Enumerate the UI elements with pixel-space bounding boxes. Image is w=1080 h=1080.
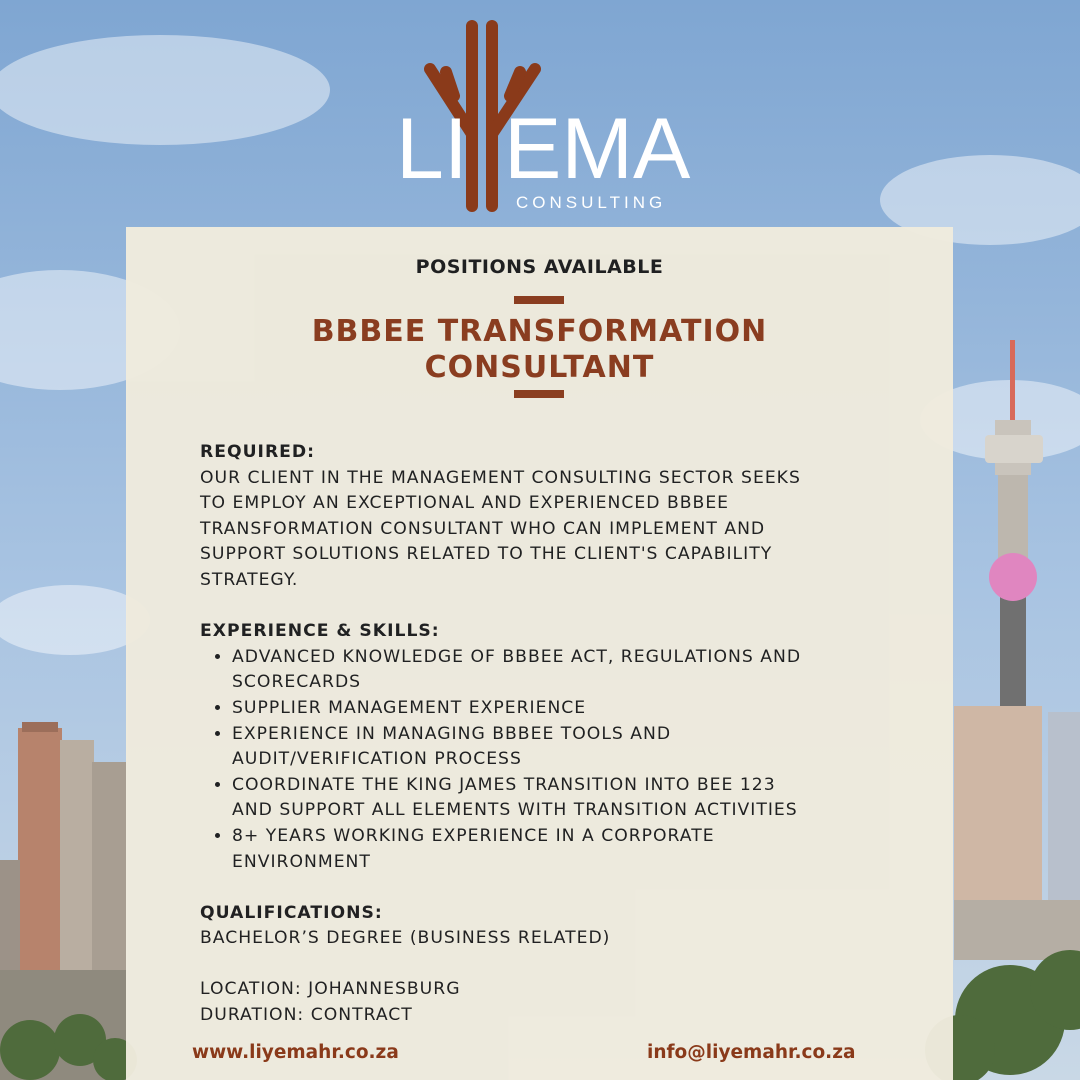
duration-text: DURATION: CONTRACT xyxy=(200,1005,413,1026)
required-heading: REQUIRED: xyxy=(200,442,316,462)
email-link[interactable]: info@liyemahr.co.za xyxy=(647,1042,856,1063)
list-item: • COORDINATE THE KING JAMES TRANSITION INTO BEE 123 AND SUPPORT ALL ELEMENTS WITH TRANSITION ACTIVITIES xyxy=(232,773,900,824)
job-title: BBBEE TRANSFORMATION CONSULTANT xyxy=(311,314,768,385)
qualifications-text: BACHELOR’S DEGREE (BUSINESS RELATED) xyxy=(200,928,611,949)
experience-heading: EXPERIENCE & SKILLS: xyxy=(200,621,440,642)
liyema-consulting-logo xyxy=(380,14,710,219)
required-text: OUR CLIENT IN THE MANAGEMENT CONSULTING SECTOR SEEKS TO EMPLOY AN EXCEPTIONAL AND EXPERIENCED BBBEE TRANSFORMATION CONSULTANT WHO CAN IMPLEMENT AND SUPPORT SOLUTIONS RELATED TO THE CLIENT'S CAPABILITY STRATEGY. xyxy=(200,467,801,590)
list-item: • EXPERIENCE IN MANAGING BBBEE TOOLS AND AUDIT/VERIFICATION PROCESS xyxy=(232,722,900,773)
svg-text:LI: LI xyxy=(396,101,468,197)
title-divider-top xyxy=(514,296,564,304)
list-item: • ADVANCED KNOWLEDGE OF BBBEE ACT, REGULATIONS AND SCORECARDS xyxy=(232,645,900,696)
location-text: LOCATION: JOHANNESBURG xyxy=(200,979,461,1000)
job-description xyxy=(200,440,900,1029)
list-item: • SUPPLIER MANAGEMENT EXPERIENCE xyxy=(232,696,900,722)
qualifications-heading: QUALIFICATIONS: xyxy=(200,902,383,923)
svg-text:EMA: EMA xyxy=(504,101,691,197)
svg-text:CONSULTING: CONSULTING xyxy=(516,193,667,212)
list-item: • 8+ YEARS WORKING EXPERIENCE IN A CORPORATE ENVIRONMENT xyxy=(232,824,900,875)
title-divider-bottom xyxy=(514,390,564,398)
positions-available-label: POSITIONS AVAILABLE xyxy=(415,256,664,278)
experience-list xyxy=(200,645,900,875)
website-link[interactable]: www.liyemahr.co.za xyxy=(192,1042,399,1063)
job-posting-card xyxy=(126,227,953,1080)
